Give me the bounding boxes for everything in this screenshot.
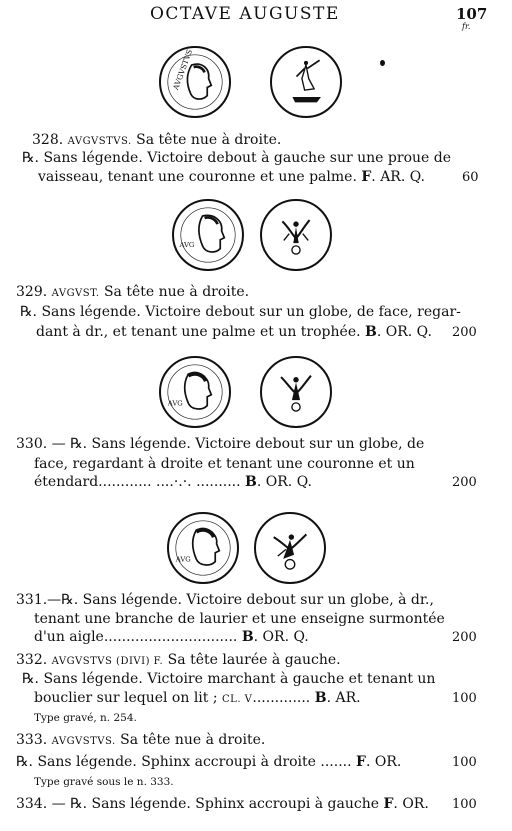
coin-reverse-329	[260, 199, 332, 271]
entry-text: étendard............ ....·.·. ..........	[34, 474, 246, 490]
entry-text: ℞. Sans légende. Sphinx accroupi à droite .......	[16, 754, 356, 770]
metal-module: . AR. Q.	[371, 169, 425, 185]
entry-text: Sa tête nue à droite.	[131, 132, 282, 148]
legend-name: AVGVSTVS (DIVI) F.	[51, 656, 164, 667]
entry-333-note: Type gravé sous le n. 333.	[34, 776, 174, 788]
rarity-grade: F	[383, 796, 394, 812]
entry-text: d'un aigle..............................	[34, 629, 242, 645]
entry-328-line-1	[32, 132, 281, 150]
price-331: 200	[452, 630, 477, 645]
rarity-grade: F	[356, 754, 366, 770]
legend-name: AVGVSTVS.	[67, 136, 132, 147]
entry-334-line-1	[16, 796, 429, 813]
entry-332-line-1	[16, 652, 341, 670]
coin-obverse-328	[159, 46, 231, 118]
coin-obverse-331	[167, 512, 239, 584]
metal-module: . OR.	[393, 796, 429, 812]
entry-329-line-1	[16, 284, 249, 302]
price-unit: fr.	[462, 22, 471, 31]
leader-dots: .............	[252, 690, 315, 706]
price-329: 200	[452, 325, 477, 340]
coin-obverse-329	[172, 199, 244, 271]
entry-330-line-1	[16, 436, 424, 453]
entry-332-line-2	[22, 671, 435, 688]
svg-text:AVG: AVG	[175, 555, 191, 564]
entry-text: face, regardant à droite et tenant une couronne et un	[34, 456, 415, 472]
entry-text: 334. — ℞. Sans légende. Sphinx accroupi à gauche	[16, 796, 384, 812]
entry-332-note: Type gravé, n. 254.	[34, 712, 137, 724]
rarity-grade: B	[365, 324, 377, 340]
rarity-grade: B	[245, 474, 257, 490]
entry-text: tenant une branche de laurier et une enseigne surmontée	[34, 611, 445, 627]
coin-obverse-330	[159, 356, 231, 428]
rarity-grade: B	[314, 690, 327, 706]
entry-text: 330. — ℞. Sans légende. Victoire debout sur un globe, de	[16, 436, 425, 452]
entry-331-line-3	[34, 629, 309, 646]
entry-328-line-3	[38, 169, 425, 186]
coin-reverse-328	[270, 46, 342, 118]
price-333: 100	[452, 755, 477, 770]
entry-333-line-2	[16, 754, 401, 771]
legend-name: CL. V	[222, 694, 253, 705]
coin-reverse-331	[254, 512, 326, 584]
entry-text: dant à dr., et tenant une palme et un trophée.	[36, 324, 365, 340]
entry-328-line-2	[22, 150, 451, 167]
page-title: OCTAVE AUGUSTE	[150, 4, 340, 24]
rarity-grade: B	[241, 629, 254, 645]
metal-module: . AR.	[326, 690, 361, 706]
legend-name: AVGVST.	[51, 288, 100, 299]
price-332: 100	[452, 691, 477, 706]
legend-name: AVGVSTVS.	[51, 736, 116, 747]
entry-text: vaisseau, tenant une couronne et une palme.	[38, 169, 362, 185]
price-330: 200	[452, 475, 477, 490]
entry-text: ℞. Sans légende. Victoire marchant à gauche et tenant un	[22, 671, 436, 687]
page-header	[0, 2, 512, 31]
entry-330-line-3	[34, 474, 312, 491]
svg-text:AVG: AVG	[167, 399, 183, 408]
entry-number: 329.	[16, 284, 48, 300]
entry-331-line-2	[34, 611, 445, 628]
entry-332-line-3	[34, 690, 361, 708]
entry-number: 332.	[16, 652, 48, 668]
entry-text: Sa tête laurée à gauche.	[163, 652, 341, 668]
rarity-grade: F	[361, 169, 372, 185]
svg-text:AVG: AVG	[179, 241, 195, 250]
entry-text: ℞. Sans légende. Victoire debout sur un globe, de face, regar-	[20, 304, 461, 320]
page-number: 107	[456, 5, 488, 23]
metal-module: . OR. Q.	[376, 324, 432, 340]
metal-module: . OR. Q.	[256, 474, 312, 490]
entry-331-line-1	[16, 592, 434, 609]
entry-text: 331.—℞. Sans légende. Victoire debout sur un globe, à dr.,	[16, 592, 434, 608]
entry-329-line-2	[20, 304, 461, 321]
coin-reverse-330	[260, 356, 332, 428]
entry-number: 328.	[32, 132, 64, 148]
ink-dot	[380, 60, 385, 66]
entry-text: ℞. Sans légende. Victoire debout à gauche sur une proue de	[22, 150, 451, 166]
entry-number: 333.	[16, 732, 48, 748]
entry-330-line-2	[34, 456, 415, 473]
metal-module: . OR. Q.	[253, 629, 309, 645]
price-328: 60	[462, 170, 479, 185]
entry-329-line-3	[36, 324, 432, 341]
entry-text: Sa tête nue à droite.	[99, 284, 250, 300]
entry-333-line-1	[16, 732, 265, 750]
price-334: 100	[452, 797, 477, 812]
entry-text: bouclier sur lequel on lit ;	[34, 690, 223, 706]
entry-text: Sa tête nue à droite.	[115, 732, 266, 748]
metal-module: . OR.	[365, 754, 402, 770]
svg-text:AVGVSTVS: AVGVSTVS	[171, 48, 195, 92]
